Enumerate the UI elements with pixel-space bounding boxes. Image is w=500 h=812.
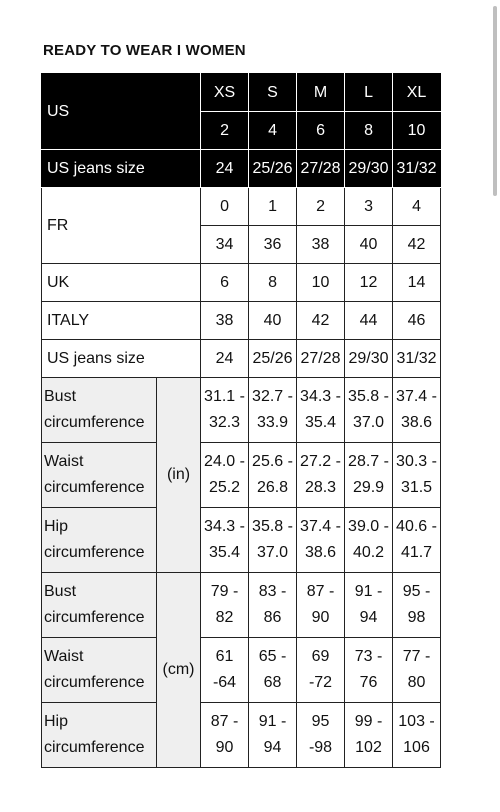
jeans-cell: 24 xyxy=(201,340,249,378)
jeans-cell: 29/30 xyxy=(345,340,393,378)
us-number-cell: 10 xyxy=(393,112,441,150)
row-waist-cm xyxy=(42,638,441,703)
fr-cell: 36 xyxy=(249,226,297,264)
us-number-cell: 6 xyxy=(297,112,345,150)
measure-cell: 73 - 76 xyxy=(345,638,393,703)
fr-cell: 38 xyxy=(297,226,345,264)
measure-cell: 95 - 98 xyxy=(393,573,441,638)
measure-cell: 37.4 - 38.6 xyxy=(393,378,441,443)
fr-cell: 34 xyxy=(201,226,249,264)
measure-cell: 91 - 94 xyxy=(345,573,393,638)
uk-cell: 12 xyxy=(345,264,393,302)
measure-cell: 61 -64 xyxy=(201,638,249,703)
page-title: READY TO WEAR I WOMEN xyxy=(43,42,246,59)
label-bust-cm: Bust circumference xyxy=(42,573,157,638)
jeans-cell: 25/26 xyxy=(249,340,297,378)
row-us-jeans xyxy=(42,340,441,378)
measure-cell: 39.0 - 40.2 xyxy=(345,508,393,573)
fr-cell: 1 xyxy=(249,188,297,226)
measure-cell: 37.4 - 38.6 xyxy=(297,508,345,573)
measure-cell: 30.3 - 31.5 xyxy=(393,443,441,508)
row-uk xyxy=(42,264,441,302)
row-bust-cm xyxy=(42,573,441,638)
measure-cell: 87 - 90 xyxy=(201,703,249,768)
jeans-cell: 29/30 xyxy=(345,150,393,188)
jeans-cell: 31/32 xyxy=(393,340,441,378)
row-fr-1 xyxy=(42,188,441,226)
italy-cell: 38 xyxy=(201,302,249,340)
row-label-us: US xyxy=(42,74,201,150)
fr-cell: 40 xyxy=(345,226,393,264)
fr-cell: 4 xyxy=(393,188,441,226)
label-waist-cm: Waist circumference xyxy=(42,638,157,703)
size-chart-table xyxy=(41,73,441,768)
fr-cell: 3 xyxy=(345,188,393,226)
unit-inches: (in) xyxy=(157,378,201,573)
italy-cell: 44 xyxy=(345,302,393,340)
size-letter-xl: XL xyxy=(393,74,441,112)
measure-cell: 65 - 68 xyxy=(249,638,297,703)
us-number-cell: 4 xyxy=(249,112,297,150)
label-bust-in: Bust circumference xyxy=(42,378,157,443)
label-waist-in: Waist circumference xyxy=(42,443,157,508)
measure-cell: 99 - 102 xyxy=(345,703,393,768)
row-us-letters xyxy=(42,74,441,112)
unit-centimeters: (cm) xyxy=(157,573,201,768)
measure-cell: 91 - 94 xyxy=(249,703,297,768)
measure-cell: 34.3 - 35.4 xyxy=(297,378,345,443)
measure-cell: 79 - 82 xyxy=(201,573,249,638)
row-italy xyxy=(42,302,441,340)
fr-cell: 2 xyxy=(297,188,345,226)
row-bust-in xyxy=(42,378,441,443)
row-hip-in xyxy=(42,508,441,573)
scrollbar[interactable] xyxy=(493,6,497,196)
row-label-us-jeans-header: US jeans size xyxy=(42,150,201,188)
fr-cell: 42 xyxy=(393,226,441,264)
measure-cell: 69 -72 xyxy=(297,638,345,703)
measure-cell: 28.7 - 29.9 xyxy=(345,443,393,508)
measure-cell: 103 - 106 xyxy=(393,703,441,768)
uk-cell: 8 xyxy=(249,264,297,302)
measure-cell: 83 - 86 xyxy=(249,573,297,638)
size-letter-s: S xyxy=(249,74,297,112)
uk-cell: 6 xyxy=(201,264,249,302)
size-letter-l: L xyxy=(345,74,393,112)
row-label-uk: UK xyxy=(42,264,201,302)
measure-cell: 31.1 - 32.3 xyxy=(201,378,249,443)
label-hip-cm: Hip circumference xyxy=(42,703,157,768)
label-hip-in: Hip circumference xyxy=(42,508,157,573)
us-number-cell: 2 xyxy=(201,112,249,150)
italy-cell: 42 xyxy=(297,302,345,340)
jeans-cell: 24 xyxy=(201,150,249,188)
measure-cell: 95 -98 xyxy=(297,703,345,768)
jeans-cell: 27/28 xyxy=(297,150,345,188)
measure-cell: 25.6 - 26.8 xyxy=(249,443,297,508)
measure-cell: 40.6 - 41.7 xyxy=(393,508,441,573)
row-label-us-jeans: US jeans size xyxy=(42,340,201,378)
jeans-cell: 31/32 xyxy=(393,150,441,188)
row-label-italy: ITALY xyxy=(42,302,201,340)
measure-cell: 34.3 - 35.4 xyxy=(201,508,249,573)
size-letter-xs: XS xyxy=(201,74,249,112)
measure-cell: 77 - 80 xyxy=(393,638,441,703)
measure-cell: 35.8 - 37.0 xyxy=(345,378,393,443)
jeans-cell: 27/28 xyxy=(297,340,345,378)
row-waist-in xyxy=(42,443,441,508)
jeans-cell: 25/26 xyxy=(249,150,297,188)
uk-cell: 10 xyxy=(297,264,345,302)
measure-cell: 87 - 90 xyxy=(297,573,345,638)
row-hip-cm xyxy=(42,703,441,768)
uk-cell: 14 xyxy=(393,264,441,302)
italy-cell: 40 xyxy=(249,302,297,340)
measure-cell: 24.0 - 25.2 xyxy=(201,443,249,508)
row-label-fr: FR xyxy=(42,188,201,264)
measure-cell: 35.8 - 37.0 xyxy=(249,508,297,573)
fr-cell: 0 xyxy=(201,188,249,226)
row-us-jeans-header xyxy=(42,150,441,188)
size-letter-m: M xyxy=(297,74,345,112)
measure-cell: 32.7 - 33.9 xyxy=(249,378,297,443)
measure-cell: 27.2 - 28.3 xyxy=(297,443,345,508)
us-number-cell: 8 xyxy=(345,112,393,150)
italy-cell: 46 xyxy=(393,302,441,340)
